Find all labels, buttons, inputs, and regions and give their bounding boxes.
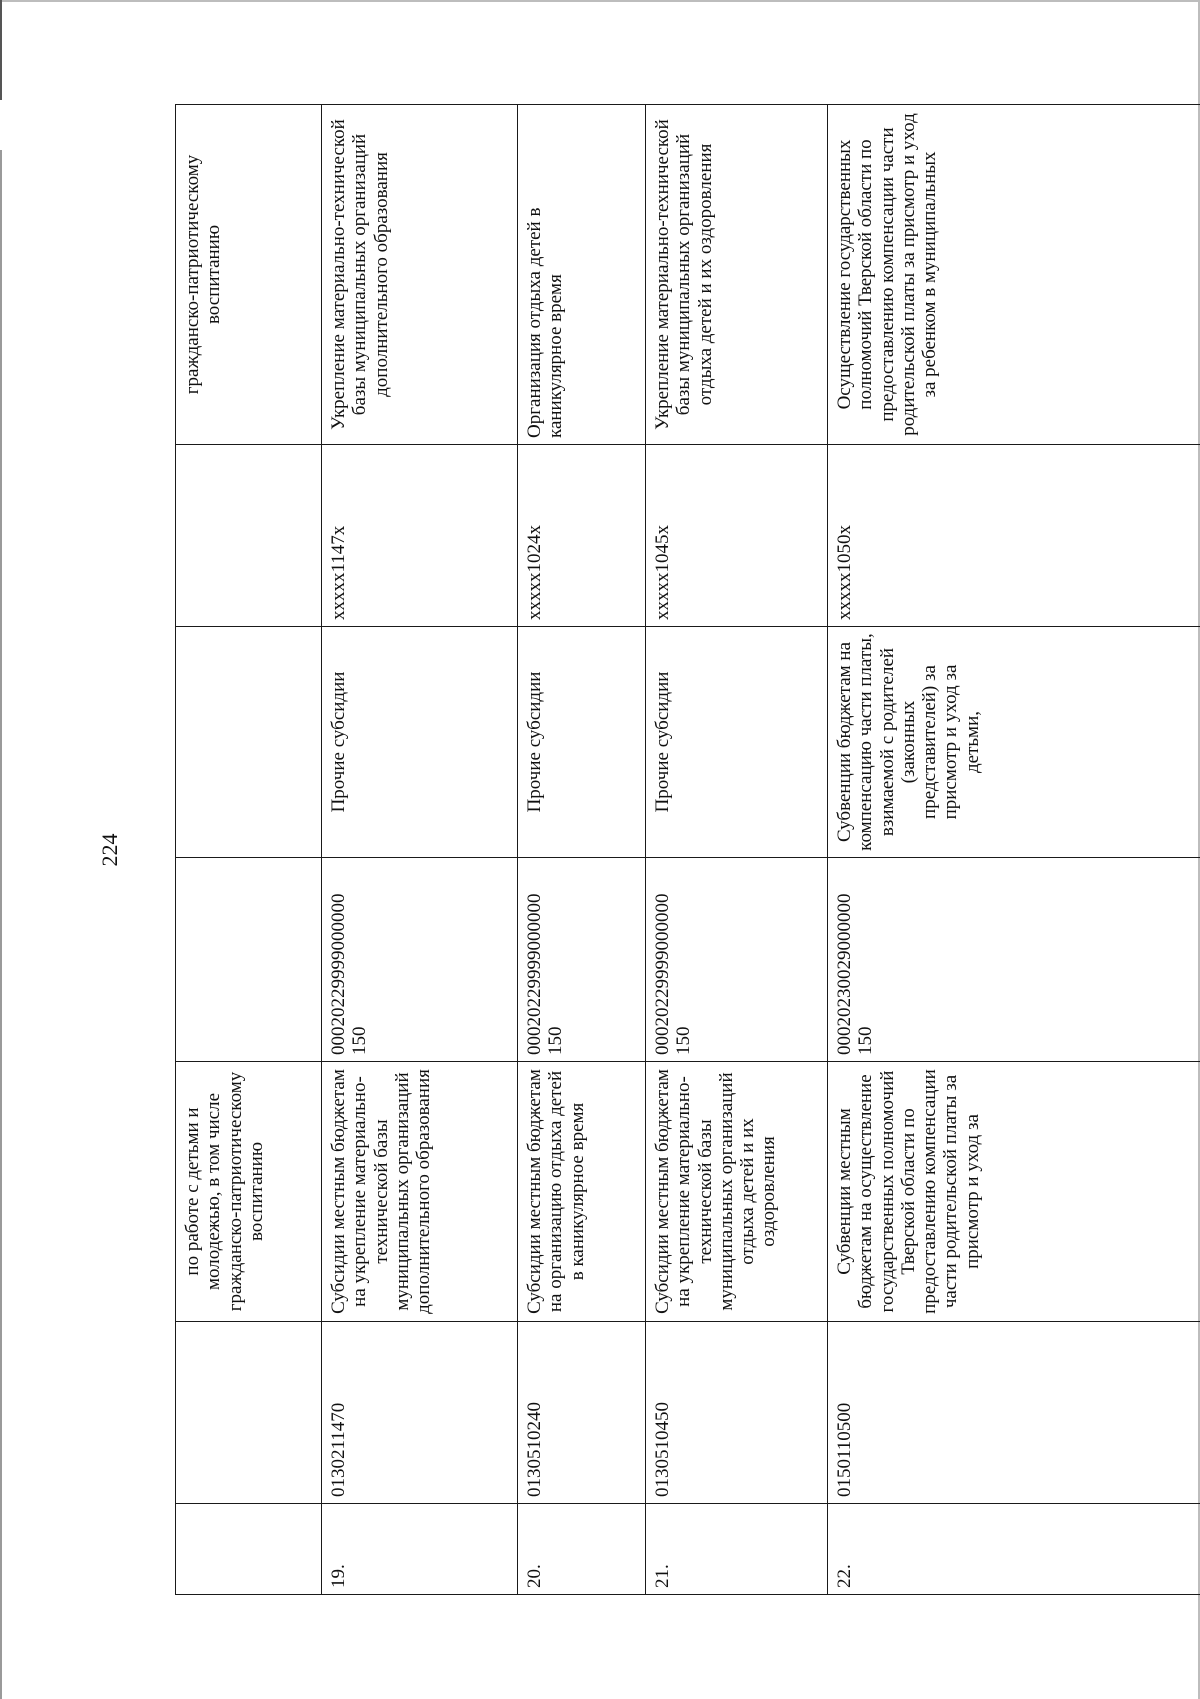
row-target-code: xxxxx1147x (322, 445, 518, 627)
scan-edge-left-lower (0, 150, 2, 1699)
row-number: 20. (518, 1504, 646, 1595)
row-target-code: xxxxx1050x (828, 445, 1200, 627)
row-kbk-name: Прочие субсидии (322, 627, 518, 858)
row-name: Субсидии местным бюджетам на укрепление материально-технической базы муниципальных организаций дополнительного образования (322, 1062, 518, 1322)
table-row (828, 105, 1200, 1595)
row-code (176, 1322, 322, 1504)
rotated-page (175, 105, 1200, 1595)
row-name: Субсидии местным бюджетам на укрепление материально-технической базы муниципальных организаций отдыха детей и их оздоровления (646, 1062, 828, 1322)
row-target-code: xxxxx1045x (646, 445, 828, 627)
row-purpose: Укрепление материально-технической базы муниципальных организаций отдыха детей и их оздоровления (646, 105, 828, 445)
row-purpose: Осуществление государственных полномочий Тверской области по предоставлению компенсации части родительской платы за присмотр и уход за ребенком в муниципальных (828, 105, 1200, 445)
page-number: 224 (97, 833, 122, 867)
row-code: 0150110500 (828, 1322, 1200, 1504)
row-kbk-name: Субвенции бюджетам на компенсацию части платы, взимаемой с родителей (законных представителей) за присмотр и уход за детьми, (828, 627, 1200, 858)
row-kbk-name: Прочие субсидии (518, 627, 646, 858)
row-kbk: 00020229999000000 150 (646, 858, 828, 1062)
row-purpose: гражданско-патриотическому воспитанию (176, 105, 322, 445)
row-name: по работе с детьми и молодежью, в том числе гражданско-патриотическому воспитанию (176, 1062, 322, 1322)
row-kbk-name (176, 627, 322, 858)
row-kbk (176, 858, 322, 1062)
row-number: 19. (322, 1504, 518, 1595)
row-kbk: 00020229999000000 150 (518, 858, 646, 1062)
row-code: 0130510450 (646, 1322, 828, 1504)
row-purpose: Организация отдыха детей в каникулярное время (518, 105, 646, 445)
scan-edge-left (0, 0, 2, 100)
table-row (322, 105, 518, 1595)
subsidy-table (175, 104, 1200, 1595)
table-row (518, 105, 646, 1595)
scan-edge-top (0, 0, 1200, 2)
row-name: Субсидии местным бюджетам на организацию отдыха детей в каникулярное время (518, 1062, 646, 1322)
row-purpose: Укрепление материально-технической базы муниципальных организаций дополнительного образования (322, 105, 518, 445)
row-kbk: 00020230029000000 150 (828, 858, 1200, 1062)
table-row (176, 105, 322, 1595)
table-row (646, 105, 828, 1595)
row-kbk-name: Прочие субсидии (646, 627, 828, 858)
row-number: 22. (828, 1504, 1200, 1595)
row-name: Субвенции местным бюджетам на осуществление государственных полномочий Тверской области по предоставлению компенсации части родительской платы за присмотр и уход за (828, 1062, 1200, 1322)
row-code: 0130510240 (518, 1322, 646, 1504)
row-kbk: 00020229999000000 150 (322, 858, 518, 1062)
row-target-code: xxxxx1024x (518, 445, 646, 627)
row-number (176, 1504, 322, 1595)
row-code: 0130211470 (322, 1322, 518, 1504)
row-number: 21. (646, 1504, 828, 1595)
row-target-code (176, 445, 322, 627)
